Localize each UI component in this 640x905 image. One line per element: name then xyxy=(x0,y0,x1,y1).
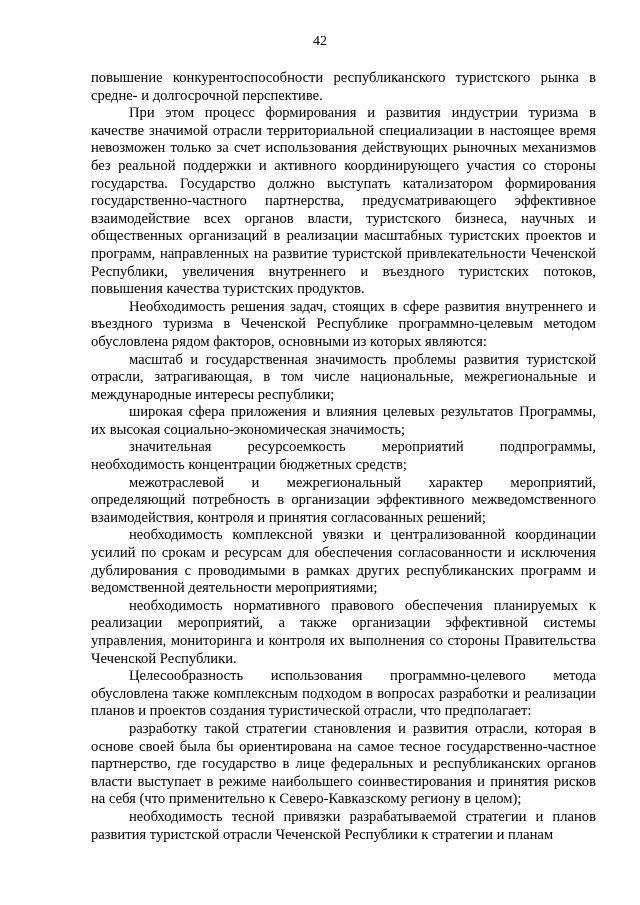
list-item-resources: значительная ресурсоемкость мероприятий подпрограммы, необходимость концентрации бюджетных средств; xyxy=(91,439,596,474)
paragraph-state-role: При этом процесс формирования и развития индустрии туризма в качестве значимой отрасли территориальной специализации в настоящее время невозможен только за счет использования действующих рыночных механизмов без реальной поддержки и активного координирующего участия со стороны государства. Государство должно выступать катализатором формирования государственно-частного партнерства, предусматривающего эффективное взаимодействие всех органов власти, туристского бизнеса, научных и общественных организаций в реализации масштабных туристских проектов и программ, направленных на развитие туристской привлекательности Чеченской Республики, увеличения внутреннего и въездного туристских потоков, повышения качества туристских продуктов. xyxy=(91,105,596,298)
list-item-linkage: необходимость тесной привязки разрабатываемой стратегии и планов развития туристской отрасли Чеченской Республики к стратегии и планам xyxy=(91,808,596,843)
document-body xyxy=(91,70,596,844)
list-item-intersectoral: межотраслевой и межрегиональный характер мероприятий, определяющий потребность в организации эффективного межведомственного взаимодействия, контроля и принятия согласованных решений; xyxy=(91,474,596,526)
paragraph-factors-intro: Необходимость решения задач, стоящих в сфере развития внутреннего и въездного туризма в Чеченской Республике программно-целевым методом обусловлена рядом факторов, основными из которых являются: xyxy=(91,298,596,350)
list-item-scope: широкая сфера приложения и влияния целевых результатов Программы, их высокая социально-экономическая значимость; xyxy=(91,404,596,438)
list-item-coordination: необходимость комплексной увязки и централизованной координации усилий по срокам и ресурсам для обеспечения согласованности и исключения дублирования с проводимыми в рамках других республиканских программ и ведомственной деятельности мероприятиями; xyxy=(91,527,596,597)
page-number: 42 xyxy=(313,34,327,49)
paragraph-method-rationale: Целесообразность использования программно-целевого метода обусловлена также комплексным подходом в вопросах разработки и реализации планов и проектов создания туристической отрасли, что предполагает: xyxy=(91,668,596,720)
list-item-strategy: разработку такой стратегии становления и развития отрасли, которая в основе своей была бы ориентирована на самое тесное государственно-частное партнерство, где государство в лице федеральных и республиканских органов власти выступает в режиме наибольшего соинвестирования и принятия рисков на себя (что применительно к Северо-Кавказскому региону в целом); xyxy=(91,720,596,808)
list-item-scale: масштаб и государственная значимость проблемы развития туристской отрасли, затрагивающая, в том числе национальные, межрегиональные и международные интересы республики; xyxy=(91,351,596,403)
paragraph-continuation: повышение конкурентоспособности республиканского туристского рынка в средне- и долгосрочной перспективе. xyxy=(91,70,596,104)
list-item-regulatory: необходимость нормативного правового обеспечения планируемых к реализации мероприятий, а также организации эффективной системы управления, мониторинга и контроля их выполнения со стороны Правительства Чеченской Республики. xyxy=(91,597,596,667)
